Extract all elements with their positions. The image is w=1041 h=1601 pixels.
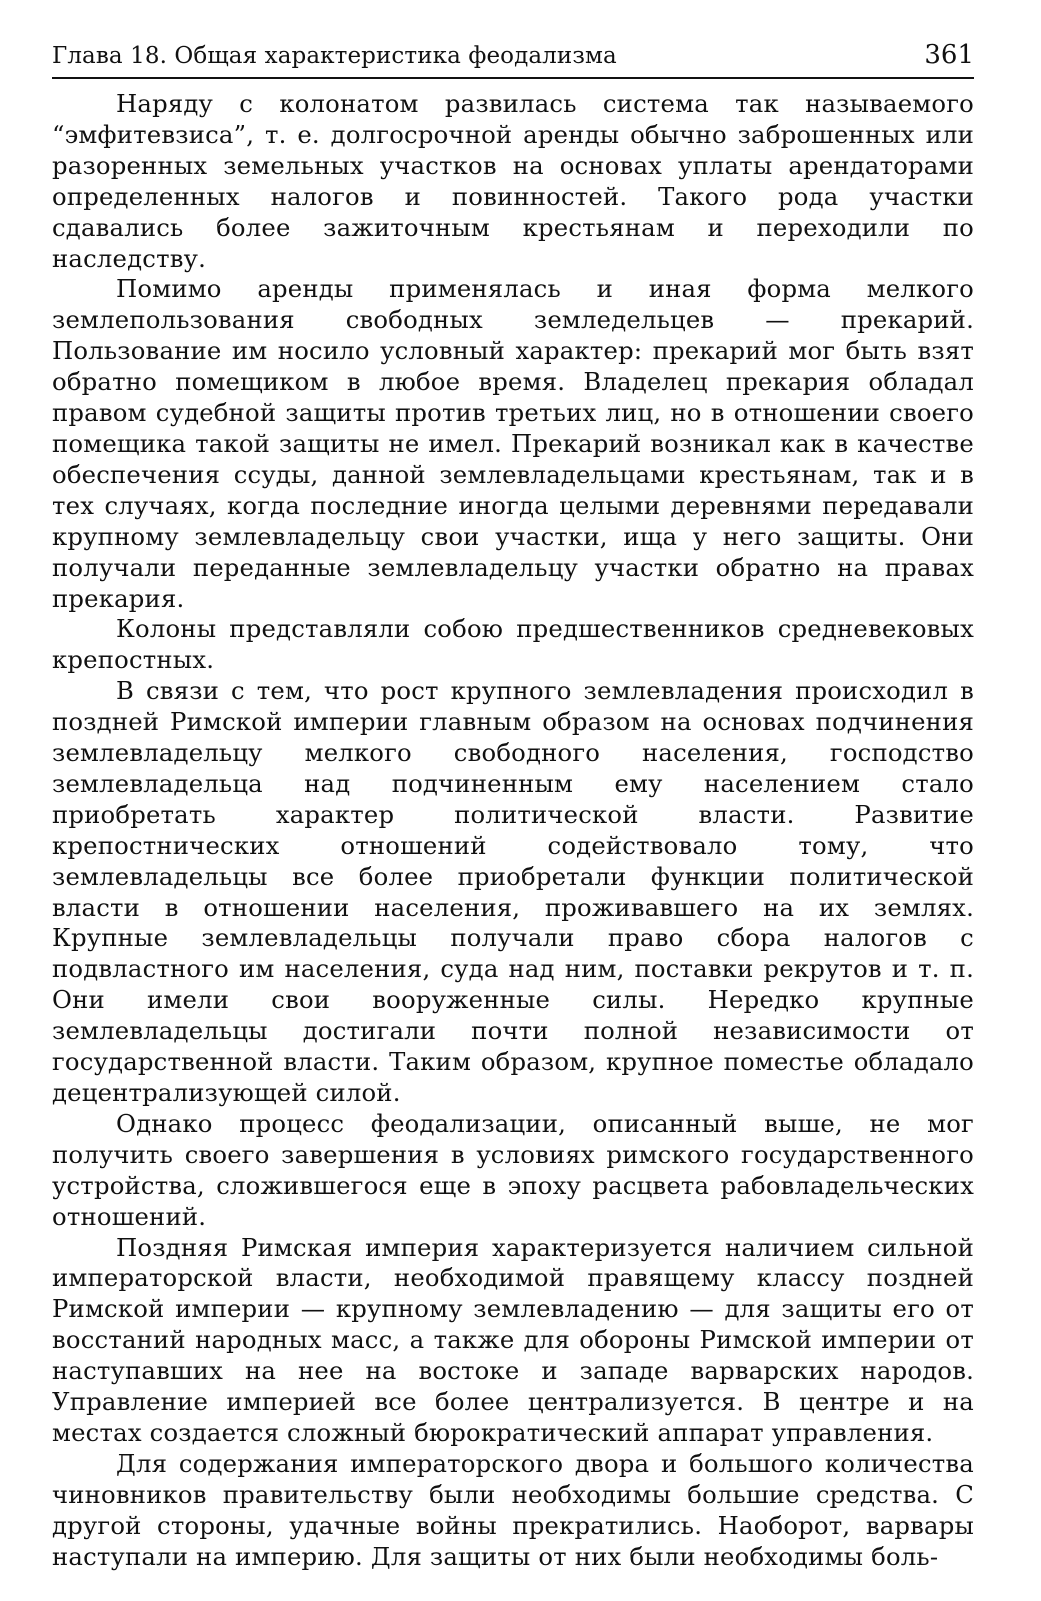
paragraph: Колоны представляли собою предшественников средневековых крепостных.	[52, 614, 974, 675]
paragraph: Для содержания императорского двора и большого количества чиновников правительству были необходимы большие средства. С другой стороны, удачные войны прекратились. Наоборот, варвары наступали на империю. Для защиты от них были необходимы боль-	[52, 1448, 974, 1571]
paragraph: Поздняя Римская империя характеризуется наличием сильной императорской власти, необходимой правящему классу поздней Римской империи — крупному землевладению — для защиты его от восстаний народных масс, а также для обороны Римской империи от наступавших на нее на востоке и западе варварских народов. Управление империей все более централизуется. В центре и на местах создается сложный бюрократический аппарат управления.	[52, 1232, 974, 1447]
paragraph: Однако процесс феодализации, описанный выше, не мог получить своего завершения в условиях римского государственного устройства, сложившегося еще в эпоху расцвета рабовладельческих отношений.	[52, 1108, 974, 1231]
book-page	[52, 38, 974, 1573]
running-head	[52, 38, 974, 79]
chapter-title: Глава 18. Общая характеристика феодализма	[52, 43, 617, 69]
page-number: 361	[924, 40, 974, 70]
paragraph: Наряду с колонатом развилась система так называемого “эмфитевзиса”, т. е. долгосрочной аренды обычно заброшенных или разоренных земельных участков на основах уплаты арендаторами определенных налогов и повинностей. Такого рода участки сдавались более зажиточным крестьянам и переходили по наследству.	[52, 89, 974, 273]
body-text	[52, 89, 974, 1573]
paragraph: В связи с тем, что рост крупного землевладения происходил в поздней Римской империи главным образом на основах подчинения землевладельцу мелкого свободного населения, господство землевладельца над подчиненным ему населением стало приобретать характер политической власти. Развитие крепостнических отношений содействовало тому, что землевладельцы все более приобретали функции политической власти в отношении населения, проживавшего на их землях. Крупные землевладельцы получали право сбора налогов с подвластного им населения, суда над ним, поставки рекрутов и т. п. Они имели свои вооруженные силы. Нередко крупные землевладельцы достигали почти полной независимости от государственной власти. Таким образом, крупное поместье обладало децентрализующей силой.	[52, 676, 974, 1107]
paragraph: Помимо аренды применялась и иная форма мелкого землепользования свободных земледельцев — прекарий. Пользование им носило условный характер: прекарий мог быть взят обратно помещиком в любое время. Владелец прекария обладал правом судебной защиты против третьих лиц, но в отношении своего помещика такой защиты не имел. Прекарий возникал как в качестве обеспечения ссуды, данной землевладельцами крестьянам, так и в тех случаях, когда последние иногда целыми деревнями передавали крупному землевладельцу свои участки, ища у него защиты. Они получали переданные землевладельцу участки обратно на правах прекария.	[52, 274, 974, 613]
